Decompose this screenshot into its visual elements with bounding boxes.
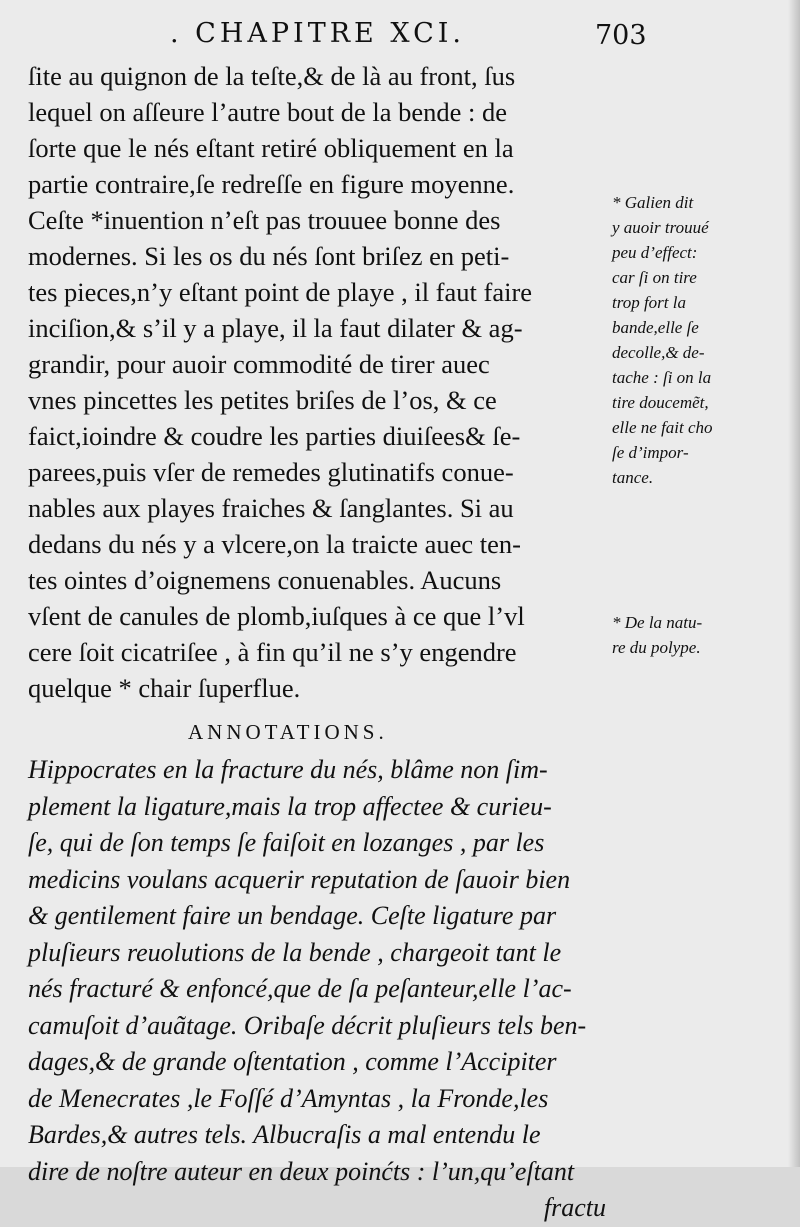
body-text-line: ſorte que le nés eſtant retiré obliquement en la	[28, 133, 514, 163]
annotation-text-line: ſe, qui de ſon temps ſe faiſoit en lozanges , par les	[28, 828, 545, 857]
annotation-text-line: plement la ligature,mais la trop affectee & curieu-	[28, 791, 552, 821]
body-text-line: partie contraire,ſe redreſſe en figure moyenne.	[28, 169, 515, 199]
margin-note-line: * De la natu-	[612, 613, 703, 632]
margin-note-line: * Galien dit	[612, 193, 694, 212]
margin-note-line: elle ne fait cho	[612, 418, 713, 437]
margin-note-line: tire doucemẽt,	[612, 393, 709, 412]
body-text-line: inciſion,& s’il y a playe, il la faut dilater & ag-	[28, 313, 523, 343]
annotation-text-line: Bardes,& autres tels. Albucraſis a mal entendu le	[28, 1120, 541, 1149]
annotation-text-line: de Menecrates ,le Foſſé d’Amyntas , la Fronde,les	[28, 1083, 549, 1113]
body-text-line: vnes pincettes les petites briſes de l’os, & ce	[28, 385, 497, 415]
body-text-line: nables aux playes fraiches & ſanglantes. Si au	[28, 493, 514, 523]
margin-note-galien	[612, 190, 792, 490]
margin-note-line: tance.	[612, 468, 654, 487]
annotation-text-line: medicins voulans acquerir reputation de ſauoir bien	[28, 864, 571, 894]
annotations-heading: ANNOTATIONS.	[188, 720, 388, 744]
body-text-line: grandir, pour auoir commodité de tirer auec	[28, 349, 490, 379]
body-text-line: modernes. Si les os du nés ſont briſez en peti-	[28, 241, 510, 271]
body-text-line: vſent de canules de plomb,iuſques à ce que l’vl	[28, 601, 525, 631]
body-text-line: dedans du nés y a vlcere,on la traicte auec ten-	[28, 529, 521, 559]
body-text-line: lequel on aſſeure l’autre bout de la bende : de	[28, 97, 508, 127]
margin-note-line: re du polype.	[612, 638, 701, 657]
page-header	[0, 14, 800, 54]
margin-note-line: tache : ſi on la	[612, 368, 712, 387]
body-text-line: faict,ioindre & coudre les parties diuiſees& ſe-	[28, 421, 521, 451]
main-text-column	[28, 58, 608, 1227]
catchword: fractu	[543, 1193, 606, 1222]
margin-note-line: trop fort la	[612, 293, 686, 312]
page-number: 703	[595, 20, 647, 51]
annotation-text-line: camuſoit d’auãtage. Oribaſe décrit pluſieurs tels ben-	[28, 1010, 587, 1040]
body-text-line: parees,puis vſer de remedes glutinatifs conue-	[28, 457, 514, 487]
annotation-text-line: nés fracturé & enfoncé,que de ſa peſanteur,elle l’ac-	[28, 974, 572, 1003]
annotation-text-line: dages,& de grande oſtentation , comme l’Accipiter	[28, 1047, 557, 1076]
body-text-line: cere ſoit cicatriſee , à fin qu’il ne s’y engendre	[28, 637, 517, 667]
body-text-line: ſite au quignon de la teſte,& de là au front, ſus	[28, 61, 516, 91]
margin-note-line: bande,elle ſe	[612, 318, 699, 337]
page-edge-shadow	[788, 0, 800, 1167]
annotation-text-line: dire de noſtre auteur en deux poinćts : l’un,qu’eſtant	[28, 1156, 575, 1186]
body-text-line: quelque * chair ſuperflue.	[28, 673, 301, 703]
body-text-line: Ceſte *inuention n’eſt pas trouuee bonne des	[28, 205, 501, 235]
running-head: . CHAPITRE XCI.	[170, 18, 465, 49]
annotation-text-line: & gentilement faire un bendage. Ceſte ligature par	[28, 901, 557, 930]
margin-note-line: ſe d’impor-	[612, 443, 689, 462]
body-text-line: tes ointes d’oignemens conuenables. Aucuns	[28, 565, 502, 595]
margin-note-line: y auoir trouué	[612, 218, 709, 237]
margin-note-polype	[612, 610, 792, 660]
margin-note-line: peu d’effect:	[612, 243, 698, 262]
margin-note-line: car ſi on tire	[612, 268, 697, 287]
margin-note-line: decolle,& de-	[612, 343, 705, 362]
annotation-text-line: Hippocrates en la fracture du nés, blâme non ſim-	[28, 755, 548, 784]
annotation-text-line: pluſieurs reuolutions de la bende , chargeoit tant le	[28, 937, 562, 967]
body-text-line: tes pieces,n’y eſtant point de playe , il faut faire	[28, 277, 533, 307]
